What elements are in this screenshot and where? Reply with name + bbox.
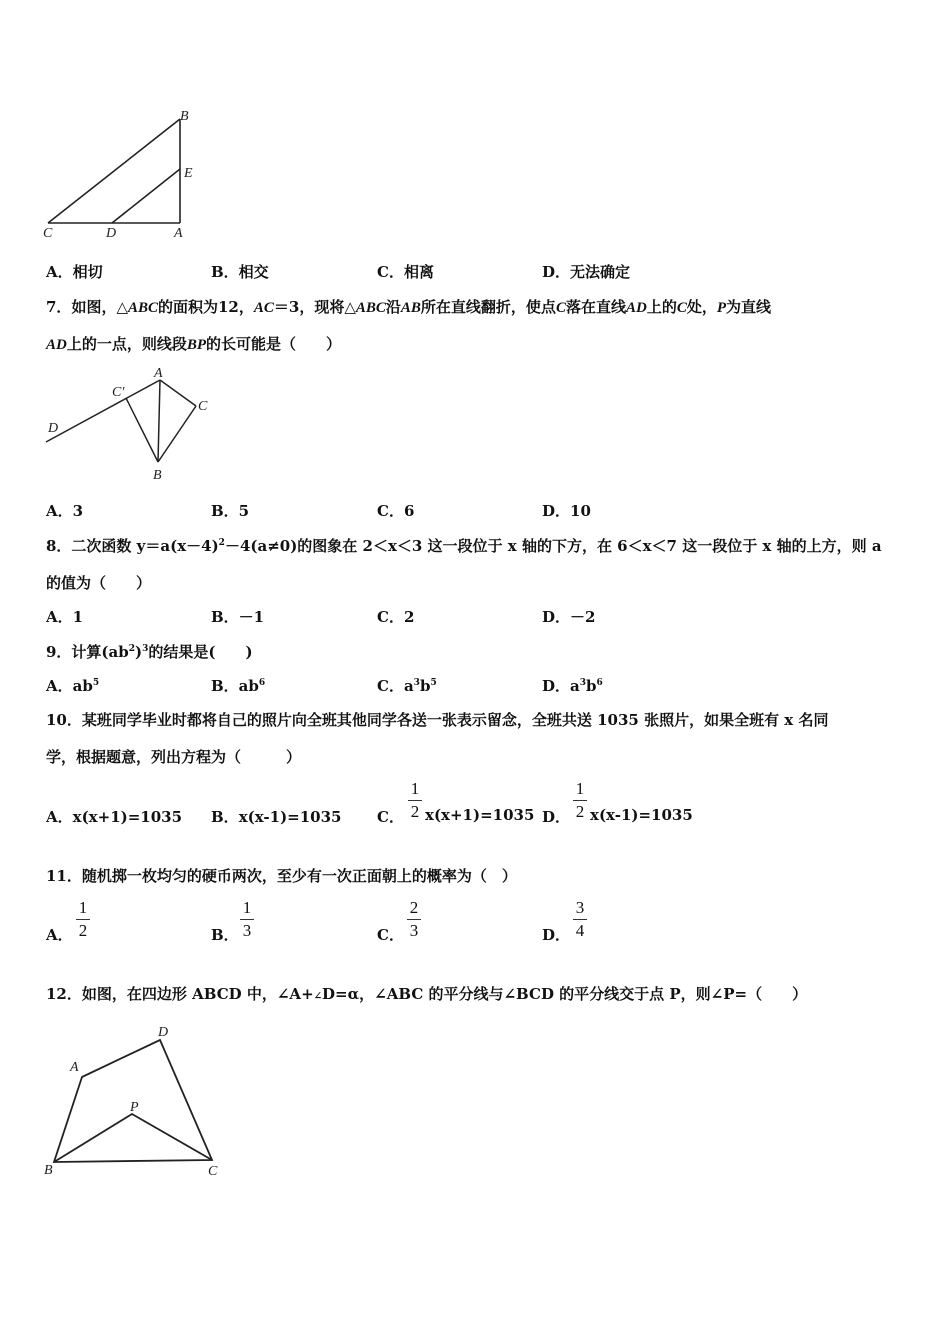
label-a: A [154, 366, 163, 381]
q10-option-d-expr: x(x-1)=1035 [590, 806, 693, 824]
segment-cb [158, 406, 196, 462]
q11-option-c-label: C． [377, 926, 404, 944]
q7-stem-line1: 7．如图，△ABC的面积为12，AC＝3，现将△ABC沿AB所在直线翻折，使点C落在直线AD上的C处，P为直线 [46, 298, 772, 316]
figure-q6 [40, 105, 210, 245]
q9-option-d: D．$a^3b^6$ [542, 677, 603, 695]
q11-option-a-label: A． [46, 926, 73, 944]
segment-c1b [126, 398, 158, 462]
q12-stem: 12．如图，在四边形 ABCD 中，∠A+∠D=α，∠ABC 的平分线与∠BCD 的平分线交于点 P，则∠P=（ ） [46, 985, 808, 1003]
q7-option-d: D．10 [542, 502, 591, 520]
q11-option-a-fraction: 1 2 [76, 898, 90, 941]
q9-option-a: A．$ab^5$ [46, 677, 100, 695]
label-c: C [208, 1164, 218, 1179]
segment-de [112, 169, 180, 223]
q11-option-d-label: D． [542, 926, 571, 944]
figure-q12 [40, 1020, 240, 1185]
q10-option-a: A．x(x+1)=1035 [46, 808, 183, 826]
q9-option-b: B．$ab^6$ [211, 677, 266, 695]
label-e: E [184, 166, 193, 181]
label-d: D [158, 1025, 169, 1040]
q10-option-c-fraction: 1 2 [408, 779, 422, 822]
q9-option-c: C．$a^3b^5$ [377, 677, 437, 695]
q6-option-c: C．相离 [377, 263, 434, 281]
q8-stem-line1: 8．二次函数 $y=a(x-4)^2-4(a\ne 0)$的图象在 2＜x＜3 这一段位于 x 轴的下方，在 6＜x＜7 这一段位于 x 轴的上方，则 a [46, 537, 882, 555]
q8-stem-line2: 的值为（ ） [46, 574, 152, 592]
bisectors-bp-cp [54, 1114, 212, 1162]
q10-option-d-fraction: 1 2 [573, 779, 587, 822]
q10-option-c-label: C． [377, 808, 404, 826]
q10-stem-line2: 学，根据题意，列出方程为（ ） [46, 748, 302, 766]
segment-ac [160, 380, 196, 406]
q11-stem: 11．随机掷一枚均匀的硬币两次，至少有一次正面朝上的概率为（ ） [46, 867, 517, 885]
q7-stem-line2: AD上的一点，则线段BP的长可能是（ ） [46, 335, 342, 353]
q6-option-b: B．相交 [211, 263, 269, 281]
segment-ab [158, 380, 160, 462]
q8-option-d: D．－2 [542, 608, 596, 626]
label-b: B [153, 468, 162, 483]
q11-option-d-fraction: 3 4 [573, 898, 587, 941]
segment-cb [48, 119, 180, 223]
q10-stem-line1: 10．某班同学毕业时都将自己的照片向全班其他同学各送一张表示留念，全班共送 1035 张照片，如果全班有 x 名同 [46, 711, 829, 729]
q8-option-b: B．－1 [211, 608, 265, 626]
label-b: B [180, 109, 189, 124]
q10-option-c-expr: x(x+1)=1035 [425, 806, 535, 824]
label-a: A [70, 1060, 79, 1075]
q6-option-a: A．相切 [46, 263, 103, 281]
q8-option-c: C．2 [377, 608, 415, 626]
q11-option-b-fraction: 1 3 [240, 898, 254, 941]
q7-option-c: C．6 [377, 502, 415, 520]
label-d: D [106, 226, 117, 241]
label-c: C [43, 226, 53, 241]
q10-option-b: B．x(x-1)=1035 [211, 808, 342, 826]
q11-option-c-fraction: 2 3 [407, 898, 421, 941]
label-c: C [198, 399, 208, 414]
label-c-prime: C′ [112, 385, 125, 400]
q7-option-a: A．3 [46, 502, 84, 520]
q9-stem: 9．计算$(ab^2)^3$的结果是( ) [46, 643, 253, 661]
label-a: A [174, 226, 183, 241]
label-d: D [48, 421, 59, 436]
label-b: B [44, 1163, 53, 1178]
q10-option-d-label: D． [542, 808, 571, 826]
figure-q7 [40, 362, 230, 492]
q6-option-d: D．无法确定 [542, 263, 631, 281]
q8-option-a: A．1 [46, 608, 84, 626]
q11-option-b-label: B． [211, 926, 239, 944]
q7-option-b: B．5 [211, 502, 250, 520]
label-p: P [130, 1100, 139, 1115]
